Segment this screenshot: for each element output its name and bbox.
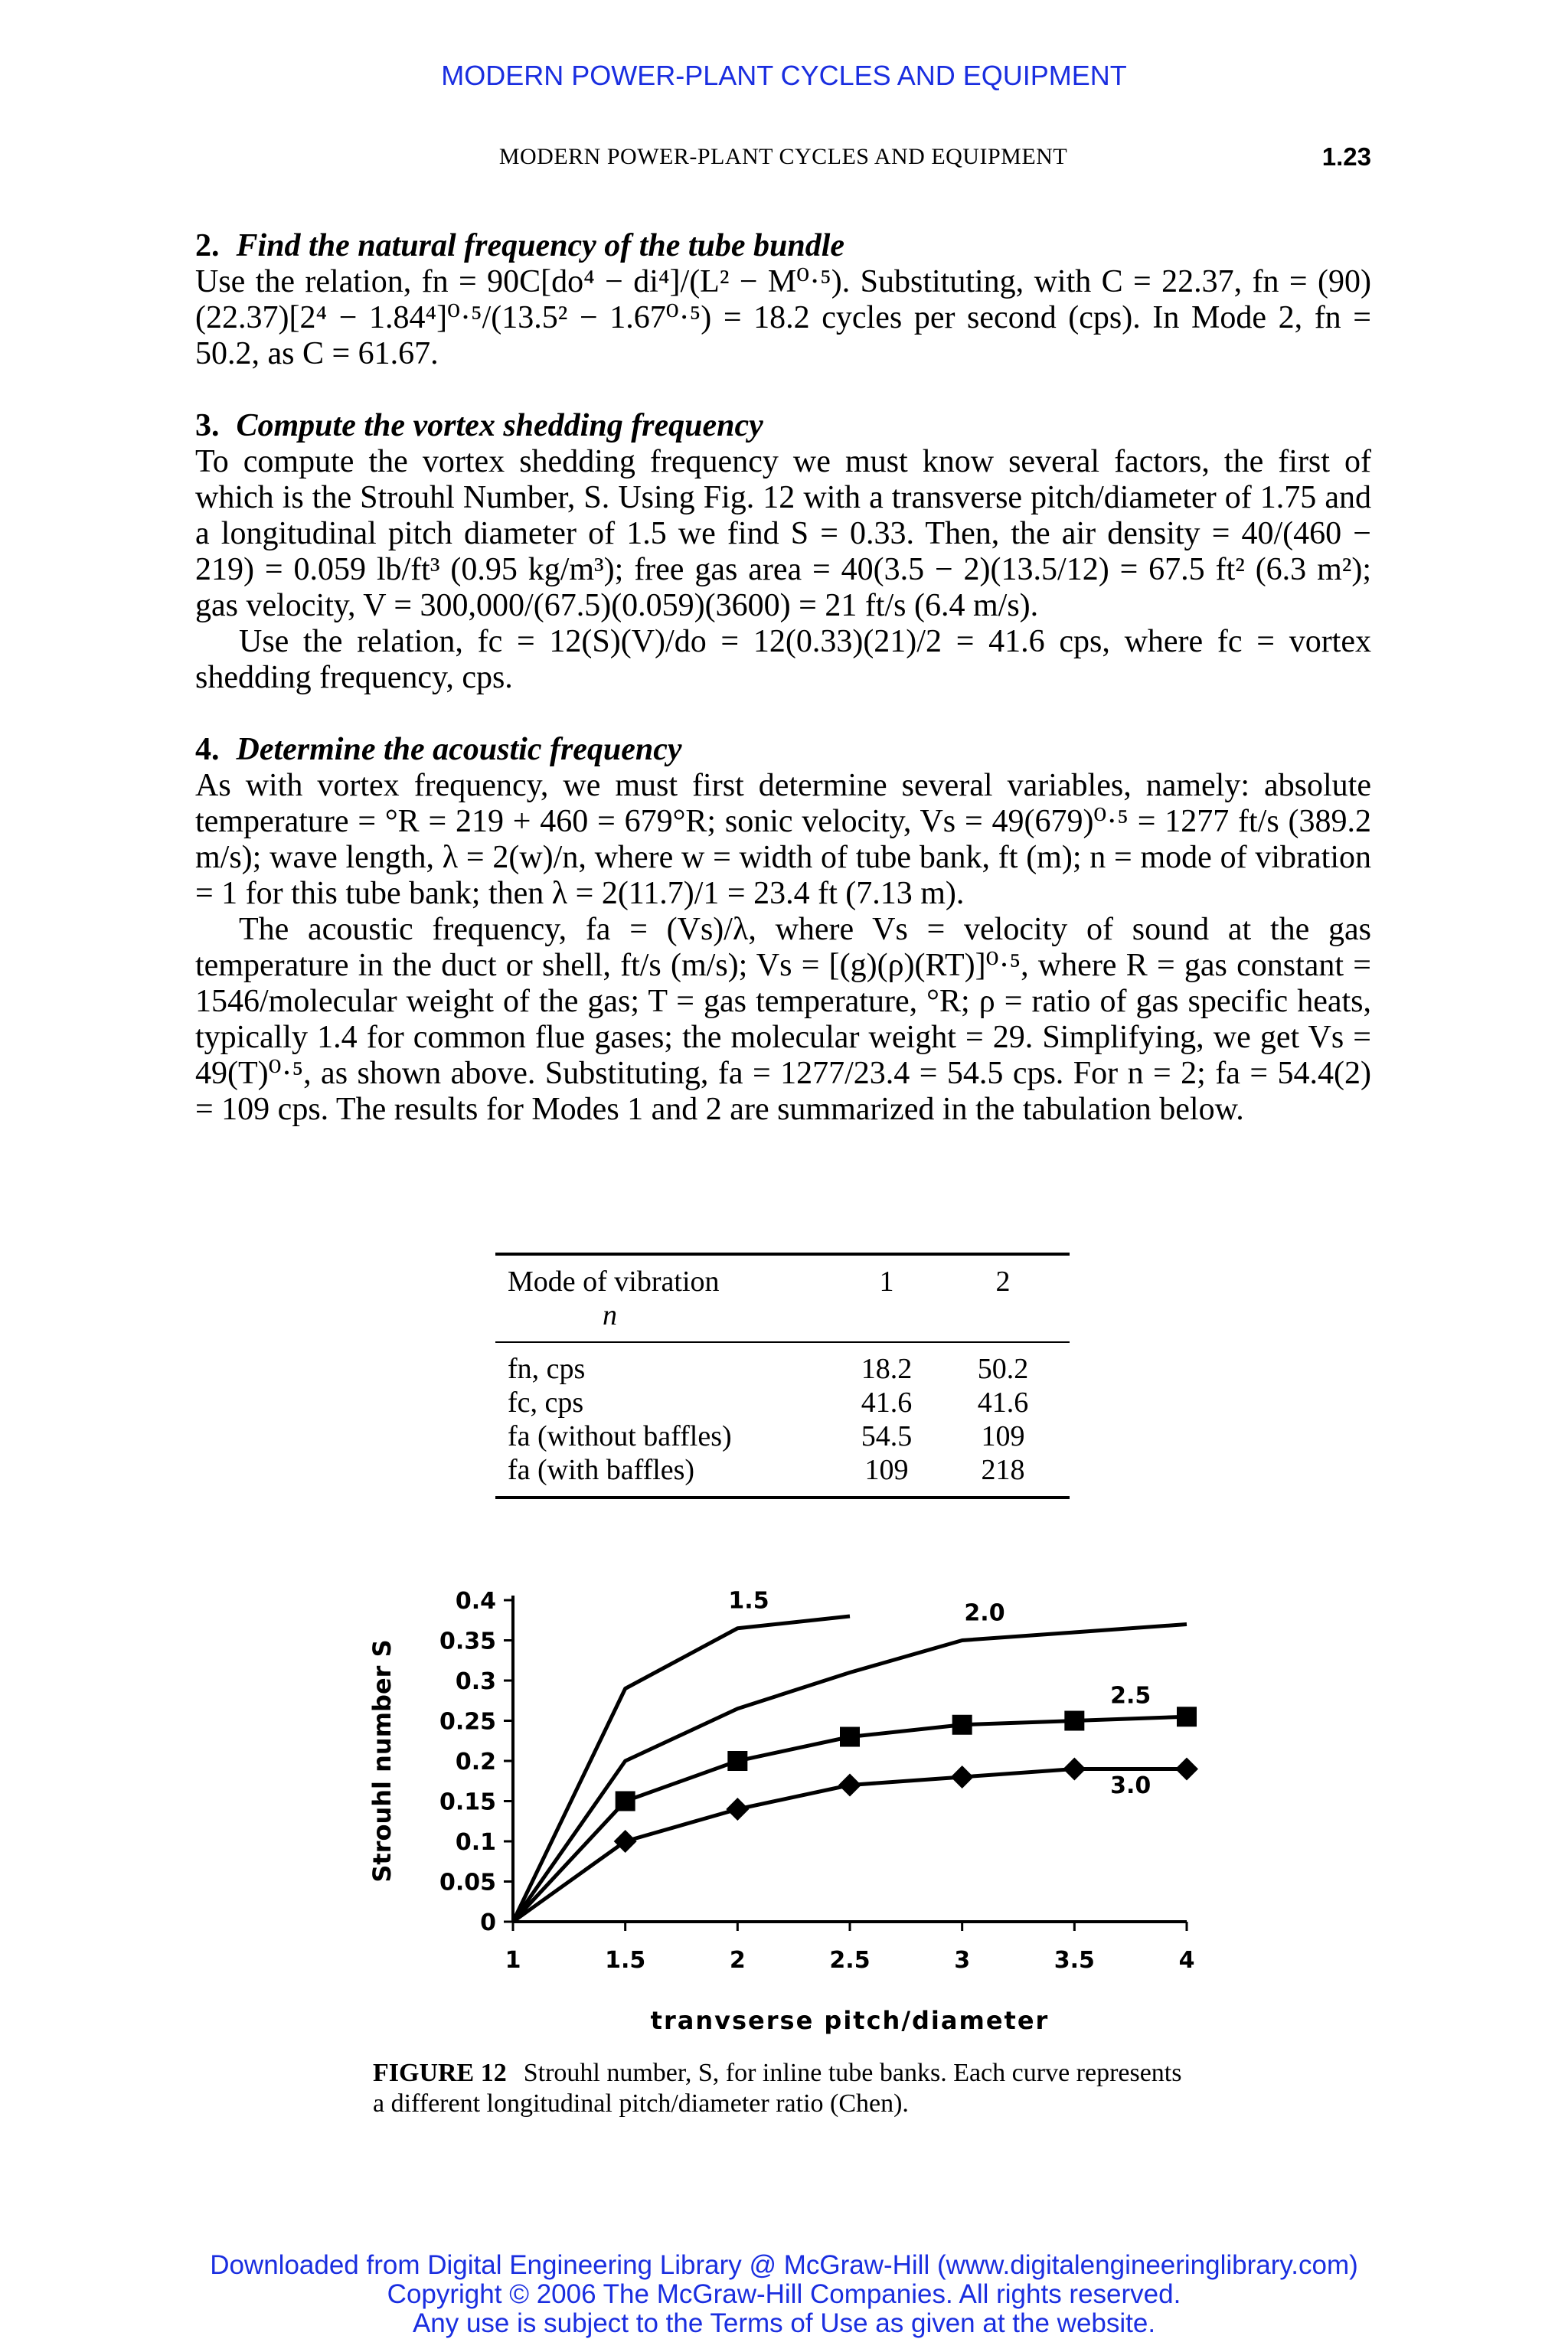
header-col-1: 1 — [879, 1266, 894, 1298]
paragraph: Use the relation, fn = 90C[do⁴ − di⁴]/(L² − M⁰·⁵). Substituting, with C = 22.37, fn = (90)(22.37)[2⁴ − 1.84⁴]⁰·⁵/(13.5² − 1.67⁰·⁵) = 18.2 cycles per second (cps). In Mode 2, fn = 50.2, as C = 61.67. — [195, 264, 1371, 371]
row-value-1: 109 — [864, 1454, 909, 1486]
row-value-1: 18.2 — [861, 1353, 913, 1385]
row-label: fn, cps — [508, 1353, 586, 1385]
y-tick-label: 0.1 — [455, 1829, 496, 1856]
row-value-2: 218 — [981, 1454, 1025, 1486]
y-axis-label: Strouhl number S — [368, 1639, 397, 1883]
step-4 — [195, 732, 1371, 1128]
step-3 — [195, 408, 1371, 696]
step-title: Determine the acoustic frequency — [236, 732, 682, 767]
step-heading — [195, 732, 1371, 768]
footer-download-link[interactable]: Downloaded from Digital Engineering Library @ McGraw-Hill (www.digitalengineeringlibrary.com) — [210, 2250, 1358, 2280]
step-number: 3. — [195, 408, 220, 443]
x-tick-label: 3 — [954, 1947, 971, 1974]
header-sublabel: n — [603, 1299, 617, 1331]
paragraph: As with vortex frequency, we must first determine several variables, namely: absolute temperature = °R = 219 + 460 = 679°R; sonic velocity, Vs = 49(679)⁰·⁵ = 1277 ft/s (389.2 m/s); wave length, λ = 2(w)/n, where w = width of tube bank, ft (m); n = mode of vibration = 1 for this tube bank; then λ = 2(11.7)/1 = 23.4 ft (7.13 m). — [195, 768, 1371, 911]
y-tick-label: 0.05 — [439, 1869, 496, 1896]
series-line-2.0 — [513, 1625, 1187, 1922]
data-point-square — [1177, 1707, 1197, 1726]
series-line-2.5 — [513, 1717, 1187, 1922]
figure-caption — [373, 2058, 1200, 2119]
paragraph: The acoustic frequency, fa = (Vs)/λ, where Vs = velocity of sound at the gas temperature in the duct or shell, ft/s (m/s); Vs = [(g)(ρ)(RT)]⁰·⁵, where R = gas constant = 1546/molecular weight of the gas; T = gas temperature, °R; ρ = ratio of gas specific heats, typically 1.4 for common flue gases; the molecular weight = 29. Simplifying, we get Vs = 49(T)⁰·⁵, as shown above. Substituting, fa = 1277/23.4 = 54.5 cps. For n = 2; fa = 54.4(2) = 109 cps. The results for Modes 1 and 2 are summarized in the tabulation below. — [195, 912, 1371, 1127]
top-banner: MODERN POWER-PLANT CYCLES AND EQUIPMENT — [441, 60, 1127, 91]
x-axis-label: tranvserse pitch/diameter — [650, 2006, 1050, 2035]
footer — [0, 2251, 1568, 2338]
footer-terms: Any use is subject to the Terms of Use as given at the website. — [412, 2308, 1156, 2338]
row-value-2: 41.6 — [977, 1387, 1029, 1419]
y-tick-label: 0.4 — [455, 1588, 496, 1615]
step-title: Compute the vortex shedding frequency — [236, 408, 763, 443]
x-tick-label: 2 — [729, 1947, 746, 1974]
y-tick-label: 0 — [480, 1909, 496, 1936]
table-row — [495, 1386, 1070, 1419]
row-value-2: 109 — [981, 1420, 1025, 1452]
step-number: 4. — [195, 732, 220, 767]
data-point-square — [1064, 1711, 1084, 1731]
running-title: MODERN POWER-PLANT CYCLES AND EQUIPMENT — [498, 144, 1068, 169]
row-label: fa (with baffles) — [508, 1454, 695, 1486]
data-point-diamond — [1175, 1758, 1198, 1781]
x-tick-label: 1 — [505, 1947, 521, 1974]
paragraph: Use the relation, fc = 12(S)(V)/do = 12(0.33)(21)/2 = 41.6 cps, where fc = vortex shedding frequency, cps. — [195, 624, 1371, 695]
results-table — [495, 1253, 1070, 1499]
row-value-2: 50.2 — [977, 1353, 1029, 1385]
figure-caption-text: Strouhl number, S, for inline tube banks. Each curve represents a different longitudinal pitch/diameter ratio (Chen). — [373, 2059, 1182, 2118]
table-row — [495, 1352, 1070, 1386]
footer-copyright: Copyright © 2006 The McGraw-Hill Companies. All rights reserved. — [387, 2279, 1181, 2309]
series-label: 2.5 — [1110, 1682, 1152, 1710]
y-tick-label: 0.3 — [455, 1668, 496, 1695]
data-point-diamond — [951, 1766, 974, 1788]
data-point-diamond — [838, 1774, 861, 1797]
y-tick-label: 0.2 — [455, 1749, 496, 1775]
step-number: 2. — [195, 228, 220, 263]
row-value-1: 54.5 — [861, 1420, 913, 1452]
table-header-subrow — [495, 1298, 1070, 1332]
data-point-square — [840, 1727, 860, 1747]
data-point-diamond — [726, 1798, 749, 1821]
figure-label: FIGURE 12 — [373, 2059, 507, 2087]
step-title: Find the natural frequency of the tube bundle — [236, 228, 845, 263]
data-point-square — [727, 1751, 747, 1771]
y-tick-label: 0.15 — [439, 1788, 496, 1816]
x-tick-label: 2.5 — [829, 1947, 871, 1974]
paragraph: To compute the vortex shedding frequency we must know several factors, the first of which is the Strouhl Number, S. Using Fig. 12 with a transverse pitch/diameter of 1.75 and a longitudinal pitch diameter of 1.5 we find S = 0.33. Then, the air density = 40/(460 − 219) = 0.059 lb/ft³ (0.95 kg/m³); free gas area = 40(3.5 − 2)(13.5/12) = 67.5 ft² (6.3 m²); gas velocity, V = 300,000/(67.5)(0.059)(3600) = 21 ft/s (6.4 m/s). — [195, 444, 1371, 623]
row-value-1: 41.6 — [861, 1387, 913, 1419]
series-line-1.5 — [513, 1616, 850, 1922]
header-label: Mode of vibration — [508, 1266, 720, 1298]
table-row — [495, 1453, 1070, 1487]
y-tick-label: 0.35 — [439, 1628, 496, 1655]
page-number: 1.23 — [1321, 142, 1371, 171]
series-label: 2.0 — [964, 1599, 1005, 1627]
data-point-diamond — [1063, 1758, 1086, 1781]
table-body — [495, 1343, 1070, 1496]
series-label: 3.0 — [1110, 1772, 1152, 1799]
x-tick-label: 1.5 — [605, 1947, 646, 1974]
step-heading — [195, 228, 1371, 264]
x-tick-label: 3.5 — [1054, 1947, 1095, 1974]
table-header — [495, 1256, 1070, 1341]
row-label: fa (without baffles) — [508, 1420, 732, 1452]
row-label: fc, cps — [508, 1387, 584, 1419]
running-head — [195, 144, 1371, 175]
strouhl-number-chart — [360, 1554, 1225, 2044]
data-point-square — [952, 1715, 972, 1735]
header-col-2: 2 — [995, 1266, 1011, 1298]
series-label: 1.5 — [728, 1587, 769, 1615]
data-point-square — [616, 1792, 635, 1811]
step-2 — [195, 228, 1371, 372]
table-bottom-rule — [495, 1496, 1070, 1499]
x-tick-label: 4 — [1178, 1947, 1195, 1974]
step-heading — [195, 408, 1371, 444]
body-text — [195, 228, 1371, 1164]
table-row — [495, 1419, 1070, 1453]
y-tick-label: 0.25 — [439, 1708, 496, 1736]
table-header-row — [495, 1265, 1070, 1298]
